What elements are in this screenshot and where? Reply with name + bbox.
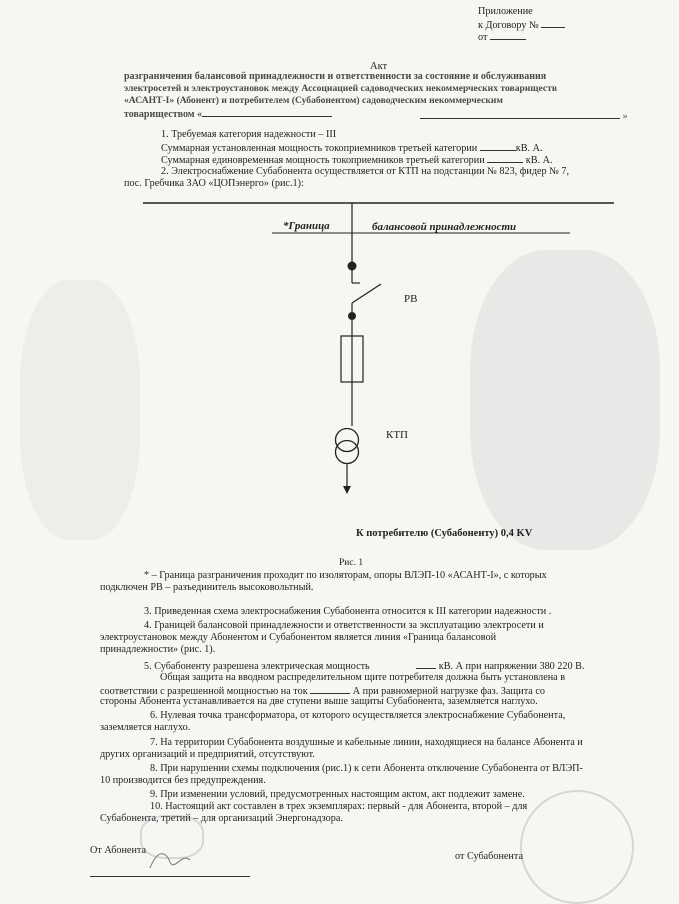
boundary-label-left: *Граница <box>283 220 330 232</box>
note-5-side: стороны Абонента устанавливается на две ступени выше защиты Субабонента, заземляется наглухо. <box>100 696 538 707</box>
note-6-cont: заземляется наглухо. <box>100 722 191 733</box>
intro-line: электросетей и электроустановок между Ассоциацией садоводческих некоммерческих товариществ <box>124 83 557 94</box>
item-2: 2. Электроснабжение Субабонента осуществляется от КТП на подстанции № 823, фидер № 7, <box>161 166 570 177</box>
note-8-cont: 10 производится без предупреждения. <box>100 775 266 786</box>
item-2-cont: пос. Гребчика ЗАО «ЦОПэнерго» (рис.1): <box>124 178 304 189</box>
boundary-label-right: балансовой принадлежности <box>372 221 517 233</box>
header-contract: к Договору № <box>478 18 565 32</box>
note-10: 10. Настоящий акт составлен в трех экземплярах: первый - для Абонента, второй – для <box>150 801 528 812</box>
note-3: 3. Приведенная схема электроснабжения Субабонента относится к III категории надежности . <box>144 606 552 617</box>
header-attachment: Приложение <box>478 6 533 17</box>
header-date: от <box>478 30 526 44</box>
note-4: 4. Границей балансовой принадлежности и ответственности за эксплуатацию электросети и <box>144 620 544 631</box>
note-5-protection: Общая защита на вводном распределительном щите потребителя должна быть установлена в <box>160 672 566 683</box>
ktp-label: КТП <box>386 429 408 441</box>
note-5: 5. Субабоненту разрешена электрическая мощность кВ. А при напряжении 380 220 В. <box>144 661 585 672</box>
note-10-cont: Субабонента, третий – для организаций Энергонадзора. <box>100 813 343 824</box>
item-1: 1. Требуемая категория надежности – III <box>161 129 337 140</box>
document-title: Акт <box>370 61 388 72</box>
intro-line: разграничения балансовой принадлежности и ответственности за состояние и обслуживания <box>124 71 547 82</box>
consumer-label: К потребителю (Субабоненту) 0,4 KV <box>356 528 533 539</box>
note-boundary: * – Граница разграничения проходит по изоляторам, опоры ВЛЭП-10 «АСАНТ-I», с которых <box>144 570 547 581</box>
signature-abonent-label: От Абонента <box>90 845 146 856</box>
item-1-simultaneous: Суммарная единовременная мощность токоприемников третьей категории кВ. А. <box>161 155 553 166</box>
note-4-cont: электроустановок между Абонентом и Субабонентом является линия «Граница балансовой <box>100 632 497 643</box>
figure-caption: Рис. 1 <box>339 558 364 568</box>
intro-line-end: » <box>420 109 628 123</box>
intro-line: товариществом « <box>124 107 332 121</box>
signature-abonent-line <box>90 876 250 877</box>
note-7-cont: других организаций и предприятий, отсутствуют. <box>100 749 315 760</box>
note-boundary-cont: подключен РВ – разъединитель высоковольтный. <box>100 582 314 593</box>
note-4-cont: принадлежности» (рис. 1). <box>100 644 216 655</box>
item-1-installed: Суммарная установленная мощность токоприемников третьей категории кВ. А. <box>161 143 543 154</box>
note-6: 6. Нулевая точка трансформатора, от которого осуществляется электроснабжение Субабонента, <box>150 710 566 721</box>
note-8: 8. При нарушении схемы подключения (рис.1) к сети Абонента отключение Субабонента от ВЛЭП- <box>150 763 583 774</box>
switch-label: РВ <box>404 293 418 305</box>
note-9: 9. При изменении условий, предусмотренных настоящим актом, акт подлежит замене. <box>150 789 525 800</box>
signature-subabonent-label: от Субабонента <box>455 851 523 862</box>
note-5-current: соответствии с разрешенной мощностью на ток А при равномерной нагрузке фаз. Защита со <box>100 686 545 697</box>
intro-line: «АСАНТ-I» (Абонент) и потребителем (Субабонентом) садоводческим некоммерческим <box>124 95 503 106</box>
note-7: 7. На территории Субабонента воздушные и кабельные линии, находящиеся на балансе Абонента и <box>150 737 583 748</box>
